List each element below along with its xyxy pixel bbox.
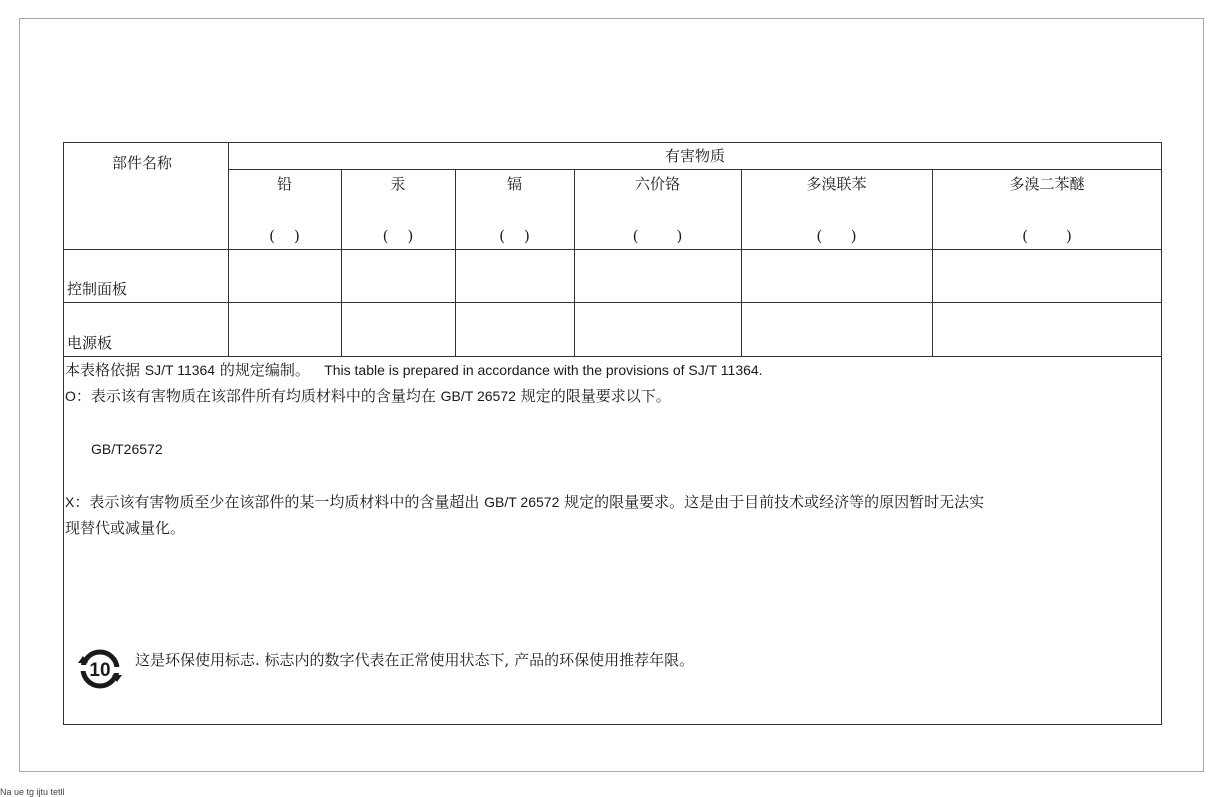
eco-use-period-icon [74, 646, 126, 692]
symbol-mercury: ( ) [382, 227, 414, 245]
note-o-std: GB/T 26572 [440, 388, 516, 404]
note-x-cn: ：表示该有害物质至少在该部件的某一均质材料中的含量超出 [74, 493, 485, 511]
note-line1-cn2: 的规定编制。 [215, 361, 310, 379]
substance-pbb: 多溴联苯 [806, 175, 867, 193]
table-bottom-border [64, 356, 1162, 357]
note-o-prefix: O [65, 388, 76, 404]
note-standard-ref: GB/T26572 [91, 441, 163, 457]
substance-pbde: 多溴二苯醚 [1009, 175, 1085, 193]
symbol-lead: ( ) [269, 227, 300, 245]
eco-label-text: 这是环保使用标志. 标志内的数字代表在正常使用状态下, 产品的环保使用推荐年限。 [135, 651, 695, 669]
note-o-cn2: 规定的限量要求以下。 [515, 387, 671, 405]
eco-number: 10 [89, 660, 111, 681]
note-line1-cn: 本表格依据 [65, 361, 145, 379]
symbol-hexavalent-chromium: ( ) [632, 227, 683, 245]
note-o-cn: ：表示该有害物质在该部件所有均质材料中的含量均在 [75, 387, 441, 405]
col-divider-4 [741, 169, 742, 356]
note-x-cn2: 规定的限量要求。这是由于目前技术或经济等的原因暂时无法实 [559, 493, 985, 511]
note-standard-basis [65, 361, 763, 379]
substance-lead: 铅 [276, 175, 292, 193]
col-divider-1 [341, 169, 342, 356]
part-name-header: 部件名称 [112, 154, 173, 172]
col-divider-3 [574, 169, 575, 356]
part-power-board: 电源板 [67, 334, 113, 352]
footer-cropped-text: Na ue tg ijtu tetll [0, 787, 65, 797]
substance-mercury: 汞 [390, 175, 406, 193]
note-line1-en: This table is prepared in accordance with the provisions of SJ/T 11364. [324, 362, 763, 378]
hazardous-substances-header: 有害物质 [664, 147, 725, 165]
header-divider [228, 169, 1162, 170]
part-control-panel: 控制面板 [67, 280, 128, 298]
substance-cadmium: 镉 [506, 175, 522, 193]
symbol-pbde: ( ) [1022, 227, 1072, 245]
note-x-definition [65, 493, 984, 511]
note-line1-std: SJ/T 11364 [144, 362, 216, 378]
symbol-pbb: ( ) [816, 227, 857, 245]
note-x-prefix: X [65, 494, 75, 510]
rohs-document [63, 142, 1162, 725]
col-divider-5 [932, 169, 933, 356]
col-divider-2 [455, 169, 456, 356]
substance-hexavalent-chromium: 六价铬 [634, 175, 680, 193]
note-x-continuation: 现替代或减量化。 [65, 519, 186, 537]
note-o-definition [65, 387, 671, 405]
symbol-cadmium: ( ) [499, 227, 530, 245]
note-x-std: GB/T 26572 [484, 494, 560, 510]
